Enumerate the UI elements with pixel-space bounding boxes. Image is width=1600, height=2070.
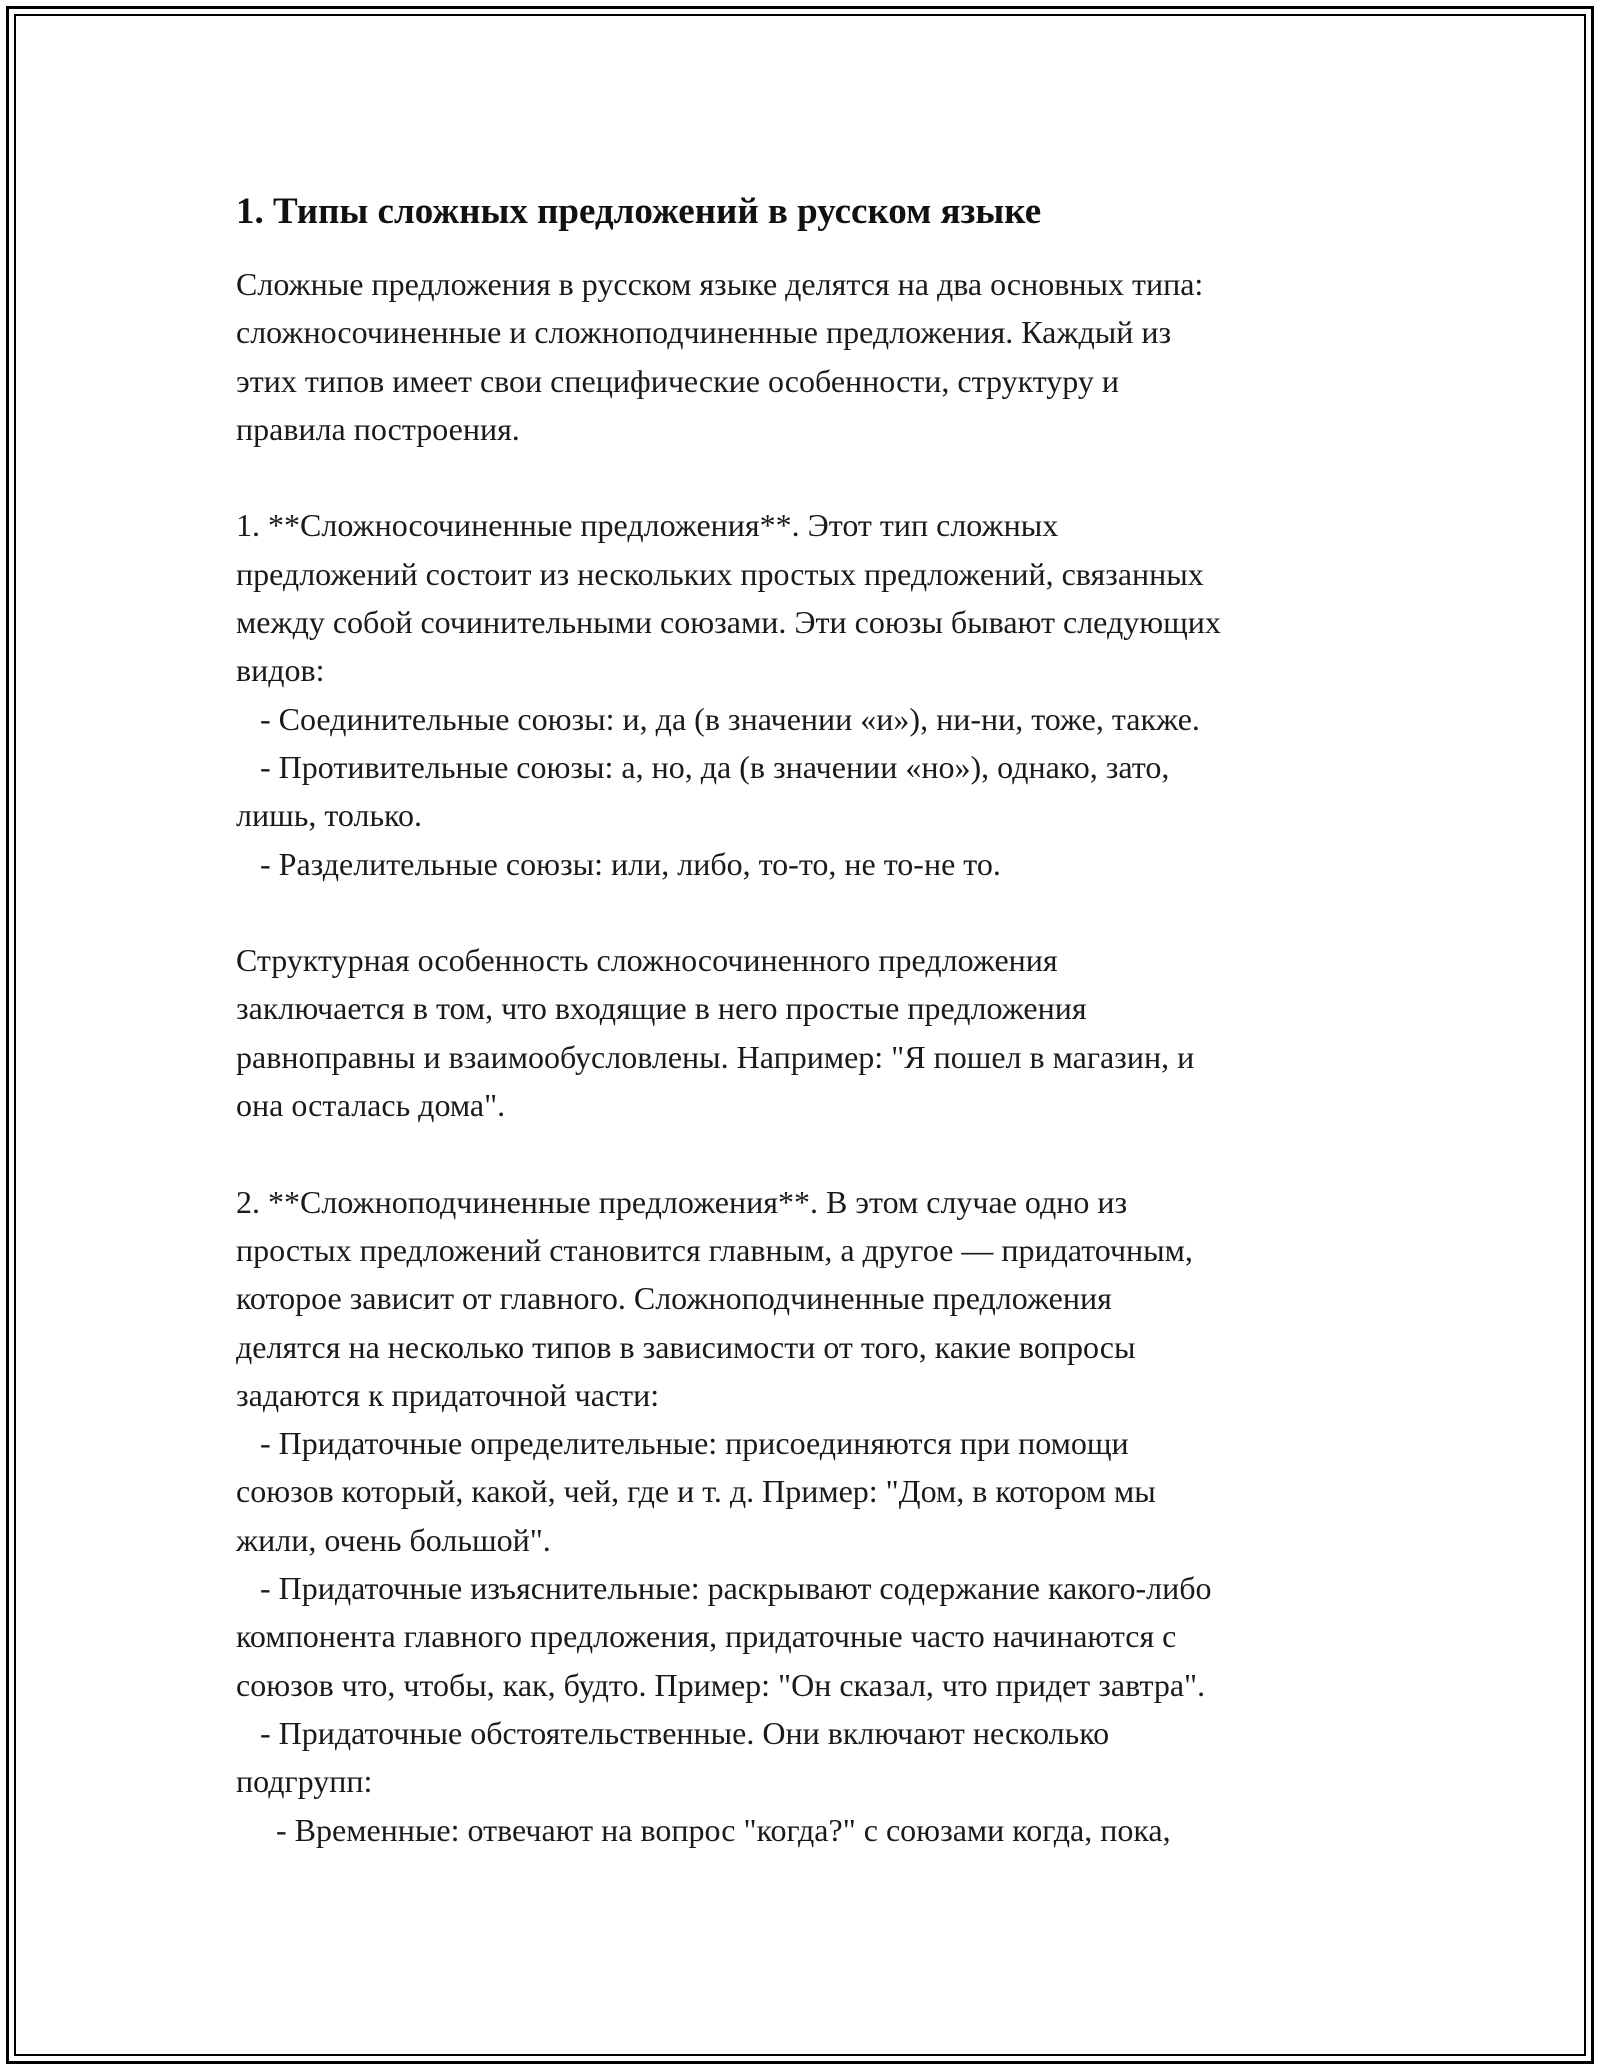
text-line: задаются к придаточной части: <box>236 1376 660 1413</box>
text-line: 1. **Сложносочиненные предложения**. Этот тип сложных <box>236 507 1059 544</box>
text-line: которое зависит от главного. Сложноподчиненные предложения <box>236 1280 1112 1317</box>
document-body <box>236 186 1386 1854</box>
text-line: она осталась дома". <box>236 1087 506 1124</box>
text-line: - Разделительные союзы: или, либо, то-то, не то-не то. <box>236 845 1001 882</box>
text-line: делятся на несколько типов в зависимости от того, какие вопросы <box>236 1328 1136 1365</box>
document-text <box>236 260 1386 1854</box>
text-line: между собой сочинительными союзами. Эти союзы бывают следующих <box>236 604 1221 641</box>
text-line: простых предложений становится главным, а другое — придаточным, <box>236 1231 1193 1268</box>
text-line <box>236 1129 1386 1177</box>
text-line: - Противительные союзы: а, но, да (в значении «но»), однако, зато, <box>236 748 1170 785</box>
text-line: союзов что, чтобы, как, будто. Пример: "Он сказал, что придет завтра". <box>236 1666 1206 1703</box>
text-line: - Придаточные обстоятельственные. Они включают несколько <box>236 1714 1110 1751</box>
text-line: предложений состоит из нескольких простых предложений, связанных <box>236 555 1204 592</box>
text-line: союзов который, какой, чей, где и т. д. Пример: "Дом, в котором мы <box>236 1473 1156 1510</box>
text-line: Сложные предложения в русском языке делятся на два основных типа: <box>236 266 1204 302</box>
text-line: этих типов имеет свои специфические особенности, структуру и <box>236 362 1119 399</box>
text-line: лишь, только. <box>236 797 422 834</box>
text-line: правила построения. <box>236 410 520 447</box>
text-line: жили, очень большой". <box>236 1521 551 1558</box>
text-line: - Придаточные изъяснительные: раскрывают содержание какого-либо <box>236 1570 1212 1607</box>
text-line: подгрупп: <box>236 1763 373 1800</box>
text-line: заключается в том, что входящие в него простые предложения <box>236 990 1087 1027</box>
text-line: - Временные: отвечают на вопрос "когда?" с союзами когда, пока, <box>236 1811 1171 1848</box>
text-line <box>236 888 1386 936</box>
text-line: видов: <box>236 652 325 689</box>
document-title: 1. Типы сложных предложений в русском языке <box>236 191 1042 232</box>
text-line: Структурная особенность сложносочиненного предложения <box>236 942 1058 979</box>
text-line: 2. **Сложноподчиненные предложения**. В этом случае одно из <box>236 1183 1128 1220</box>
text-line: компонента главного предложения, придаточные часто начинаются с <box>236 1618 1177 1655</box>
text-line: - Соединительные союзы: и, да (в значении «и»), ни-ни, тоже, также. <box>236 700 1200 737</box>
text-line: - Придаточные определительные: присоединяются при помощи <box>236 1425 1129 1462</box>
text-line: равноправны и взаимообусловлены. Например: "Я пошел в магазин, и <box>236 1038 1195 1075</box>
text-line <box>236 453 1386 501</box>
text-line: сложносочиненные и сложноподчиненные предложения. Каждый из <box>236 314 1172 351</box>
